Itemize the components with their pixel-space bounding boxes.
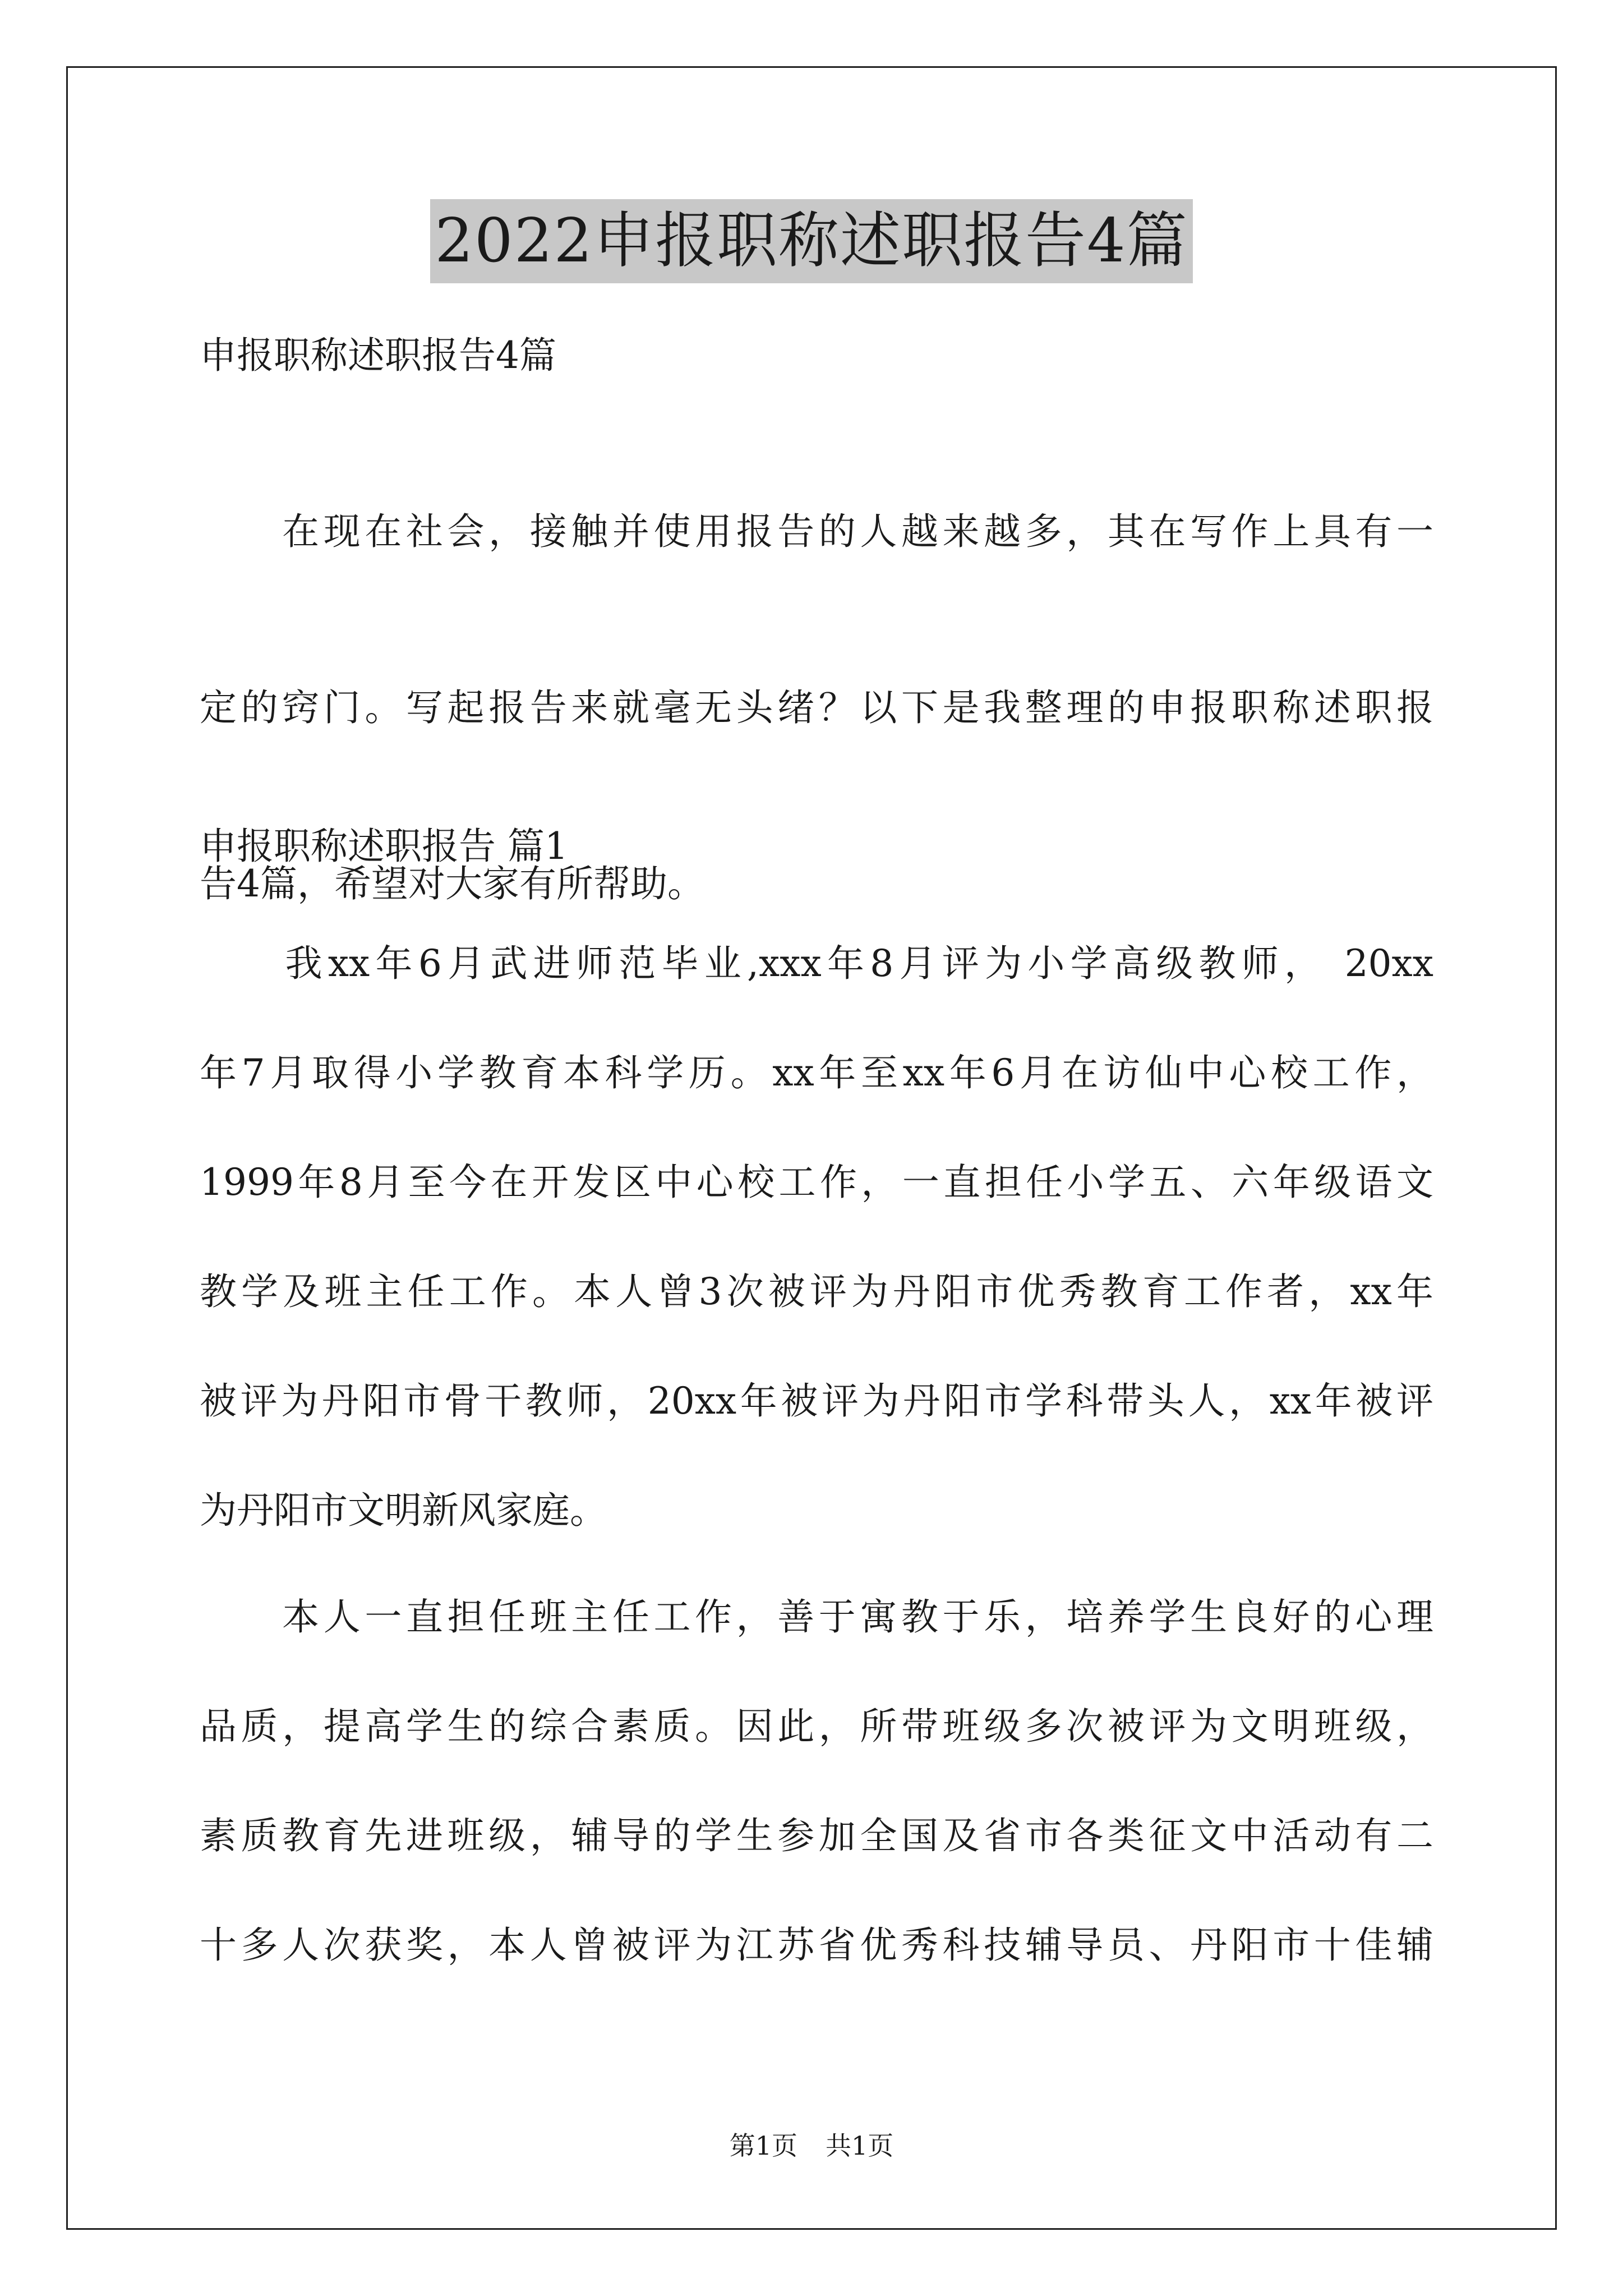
title-container <box>0 199 1623 283</box>
page-count: 共1页 <box>826 2131 894 2161</box>
paragraph-line: 年7月取得小学教育本科学历。xx年至xx年6月在访仙中心校工作， <box>200 1051 1433 1094</box>
paragraph-line: 十多人次获奖，本人曾被评为江苏省优秀科技辅导员、丹阳市十佳辅 <box>200 1924 1433 1967</box>
page-footer <box>0 2129 1623 2162</box>
paragraph-line: 本人一直担任班主任工作，善于寓教于乐，培养学生良好的心理 <box>200 1595 1433 1639</box>
spacer <box>200 399 1433 487</box>
spacer <box>200 576 1433 664</box>
intro-line: 告4篇，希望对大家有所帮助。 <box>200 862 704 905</box>
paragraph-line: 被评为丹阳市骨干教师，20xx年被评为丹阳市学科带头人，xx年被评 <box>200 1379 1433 1423</box>
section-1-paragraph-1 <box>200 920 1433 1555</box>
document-title: 2022申报职称述职报告4篇 <box>430 199 1193 283</box>
intro-line: 定的窍门。写起报告来就毫无头绪？以下是我整理的申报职称述职报 <box>200 686 1433 729</box>
paragraph-line: 教学及班主任工作。本人曾3次被评为丹阳市优秀教育工作者，xx年 <box>200 1270 1433 1313</box>
paragraph-line: 我xx年6月武进师范毕业,xxx年8月评为小学高级教师， 20xx <box>200 942 1433 985</box>
document-subtitle: 申报职称述职报告4篇 <box>200 334 556 377</box>
section-heading: 申报职称述职报告 篇1 <box>200 825 568 868</box>
paragraph-line: 品质，提高学生的综合素质。因此，所带班级多次被评为文明班级， <box>200 1705 1433 1748</box>
paragraph-line: 素质教育先进班级，辅导的学生参加全国及省市各类征文中活动有二 <box>200 1814 1433 1857</box>
section-1-paragraph-2 <box>200 1573 1433 1990</box>
paragraph-line: 1999年8月至今在开发区中心校工作，一直担任小学五、六年级语文 <box>200 1161 1433 1204</box>
section-1 <box>200 802 1433 890</box>
intro-line: 在现在社会，接触并使用报告的人越来越多，其在写作上具有一 <box>200 510 1433 553</box>
paragraph-line: 为丹阳市文明新风家庭。 <box>200 1489 607 1532</box>
page-number: 第1页 <box>729 2131 797 2161</box>
